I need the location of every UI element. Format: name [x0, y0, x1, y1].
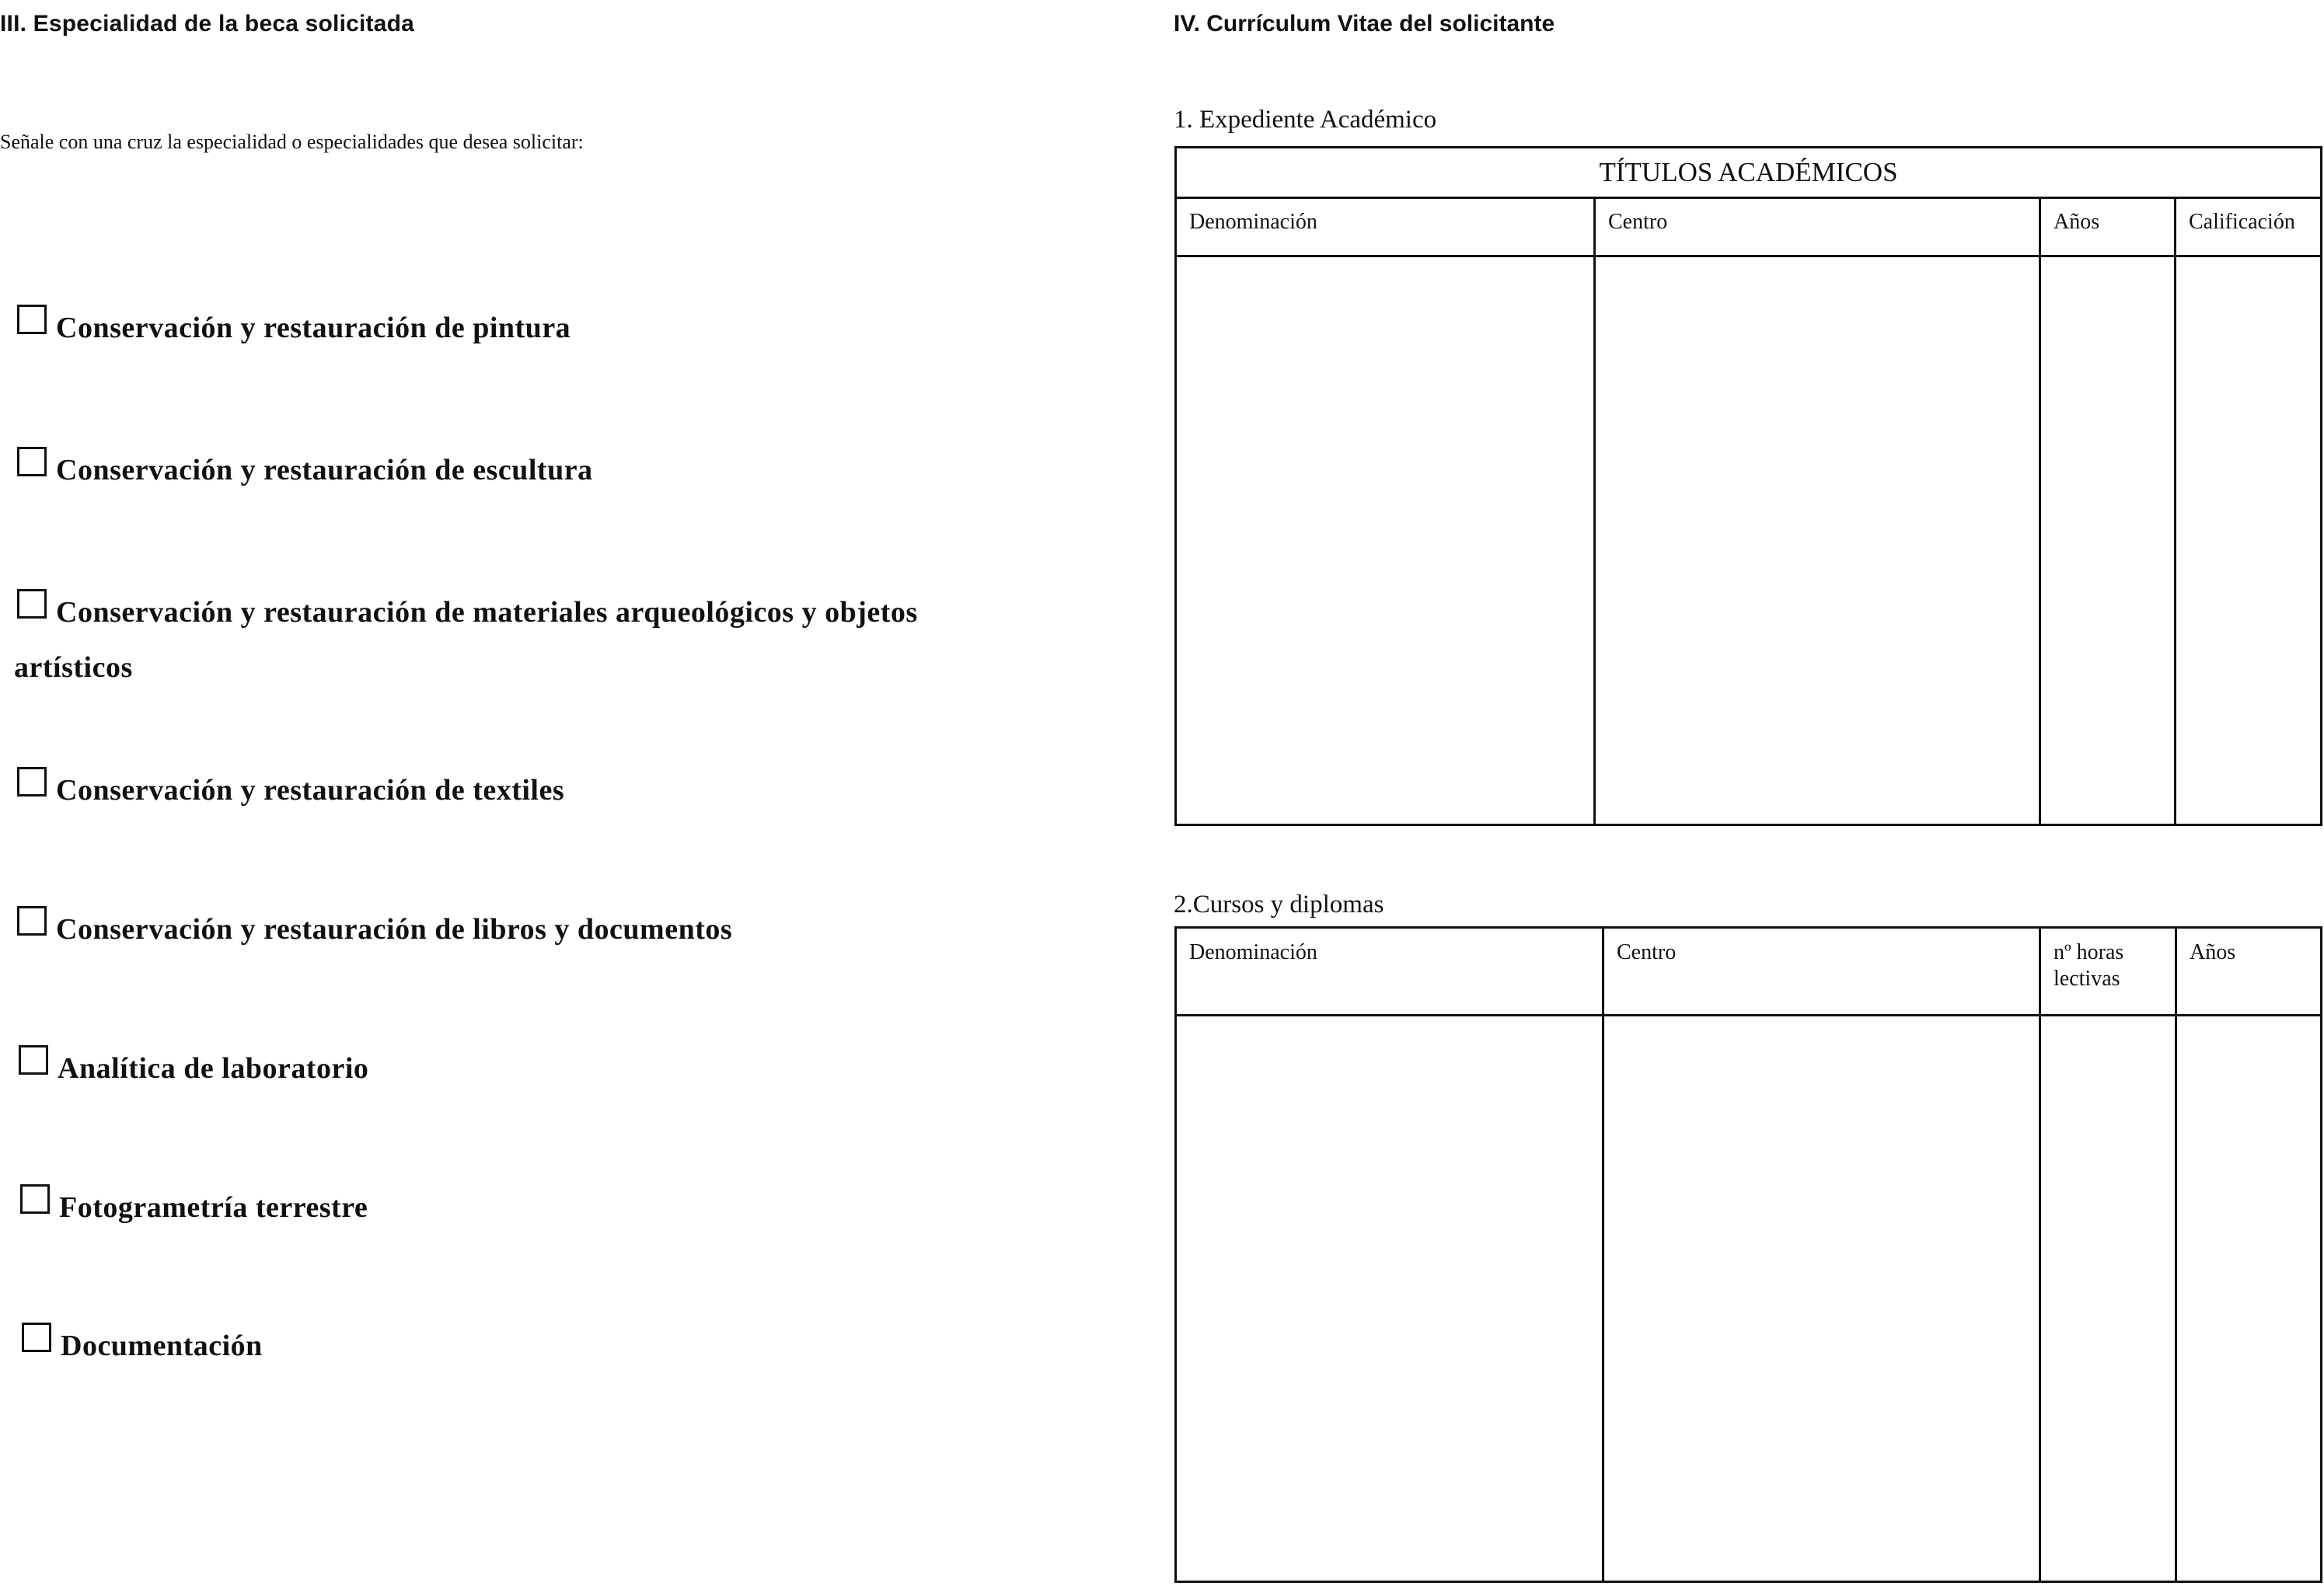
column-header-horas: nº horas lectivas [2040, 928, 2176, 1016]
option-label: Documentación [61, 1330, 263, 1362]
option-libros [17, 906, 1043, 953]
column-header-anos: Años [2040, 198, 2176, 256]
option-label: Conservación y restauración de libros y documentos [56, 913, 733, 946]
checkbox-fotogrametria[interactable] [20, 1184, 50, 1214]
expediente-title: 1. Expediente Académico [1174, 106, 1437, 134]
cell-anos-input[interactable] [2176, 1016, 2322, 1582]
option-pintura [17, 305, 1043, 351]
option-label: Conservación y restauración de escultura [56, 454, 593, 486]
section-3-instruction: Señale con una cruz la especialidad o especialidades que desea solicitar: [0, 131, 584, 153]
option-label: Conservación y restauración de textiles [56, 774, 565, 807]
option-textiles [17, 767, 1043, 814]
checkbox-libros[interactable] [17, 906, 47, 936]
section-4-title: IV. Currículum Vitae del solicitante [1174, 11, 1555, 37]
cell-centro-input[interactable] [1603, 1016, 2040, 1582]
cell-denominacion-input[interactable] [1176, 1016, 1603, 1582]
option-label: Conservación y restauración de pintura [56, 312, 571, 344]
checkbox-analitica[interactable] [19, 1045, 48, 1075]
checkbox-escultura[interactable] [17, 447, 47, 476]
option-analitica [19, 1045, 1045, 1092]
section-3-title: III. Especialidad de la beca solicitada [0, 11, 415, 37]
option-label: Analítica de laboratorio [58, 1052, 369, 1085]
option-label: Conservación y restauración de materiales arqueológicos y objetos [56, 596, 918, 629]
cursos-diplomas-table [1174, 926, 2322, 1583]
titulos-academicos-table [1174, 146, 2322, 826]
column-header-denominacion: Denominación [1176, 198, 1595, 256]
option-arqueologicos [17, 589, 1043, 636]
column-header-centro: Centro [1603, 928, 2040, 1016]
checkbox-textiles[interactable] [17, 767, 47, 796]
table-caption: TÍTULOS ACADÉMICOS [1176, 148, 2322, 198]
option-label: artísticos [14, 651, 133, 684]
option-label: Fotogrametría terrestre [59, 1191, 368, 1224]
option-fotogrametria [20, 1184, 1046, 1231]
checkbox-arqueologicos[interactable] [17, 589, 47, 619]
cell-calificacion-input[interactable] [2176, 256, 2322, 825]
option-documentacion [22, 1323, 1048, 1369]
cursos-title: 2.Cursos y diplomas [1174, 891, 1384, 918]
column-header-anos: Años [2176, 928, 2322, 1016]
cell-centro-input[interactable] [1595, 256, 2040, 825]
checkbox-documentacion[interactable] [22, 1323, 51, 1352]
option-arqueologicos-cont [14, 644, 1040, 691]
option-escultura [17, 447, 1043, 493]
cell-horas-input[interactable] [2040, 1016, 2176, 1582]
cell-anos-input[interactable] [2040, 256, 2176, 825]
cell-denominacion-input[interactable] [1176, 256, 1595, 825]
column-header-calificacion: Calificación [2176, 198, 2322, 256]
column-header-denominacion: Denominación [1176, 928, 1603, 1016]
column-header-centro: Centro [1595, 198, 2040, 256]
checkbox-pintura[interactable] [17, 305, 47, 334]
